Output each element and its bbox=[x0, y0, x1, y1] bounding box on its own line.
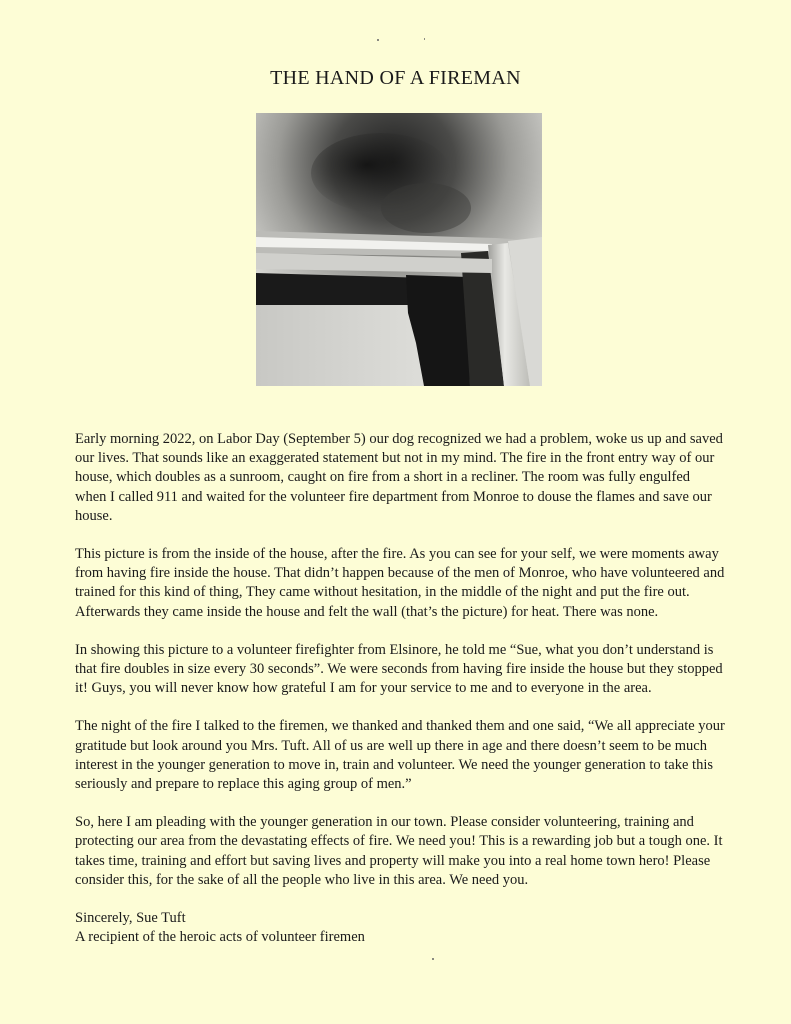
paragraph-2: This picture is from the inside of the house, after the fire. As you can see for your self, we were moments away from having fire inside the house. That didn’t happen because of the men of Monroe, who have volunteered and trained for this kind of thing, They came without hesitation, in the middle of the night and put the fire out. Afterwards they came inside the house and felt the wall (that’s the picture) for heat. There was none. bbox=[75, 546, 725, 620]
fire-damage-photo bbox=[256, 113, 542, 386]
scan-speck bbox=[377, 39, 379, 41]
paragraph-3: In showing this picture to a volunteer firefighter from Elsinore, he told me “Sue, what you don’t understand is that fire doubles in size every 30 seconds”. We were seconds from having fire inside the house but they stopped it! Guys, you will never know how grateful I am for your service to me and to everyone in the area. bbox=[75, 641, 723, 697]
scan-speck bbox=[432, 958, 434, 960]
scan-speck bbox=[424, 38, 425, 40]
paragraph-4: The night of the fire I talked to the firemen, we thanked and thanked them and one said, “We all appreciate your gratitude but look around you Mrs. Tuft. All of us are well up there in age and there doesn’t seem to be much interest in the younger generation to move in, train and volunteer. We need the younger generation to take this seriously and prepare to replace this aging group of men.” bbox=[75, 718, 725, 793]
document-title: THE HAND OF A FIREMAN bbox=[270, 67, 521, 89]
paragraph-5: So, here I am pleading with the younger generation in our town. Please consider volunteering, training and protecting our area from the devastating effects of fire. We need you! This is a rewarding job but a tough one. It takes time, training and effort but saving lives and property will make you into a real home town hero! Please consider this, for the sake of all the people who live in this area. We need you. bbox=[75, 814, 723, 888]
signature-line: A recipient of the heroic acts of volunteer firemen bbox=[75, 929, 365, 946]
signoff: Sincerely, Sue Tuft bbox=[75, 910, 186, 927]
letter-body bbox=[75, 430, 725, 947]
paragraph-1: Early morning 2022, on Labor Day (September 5) our dog recognized we had a problem, woke us up and saved our lives. That sounds like an exaggerated statement but not in my mind. The fire in the front entry way of our house, which doubles as a sunroom, caught on fire from a short in a recliner. The room was fully engulfed when I called 911 and waited for the volunteer fire department from Monroe to douse the flames and save our house. bbox=[75, 431, 723, 524]
